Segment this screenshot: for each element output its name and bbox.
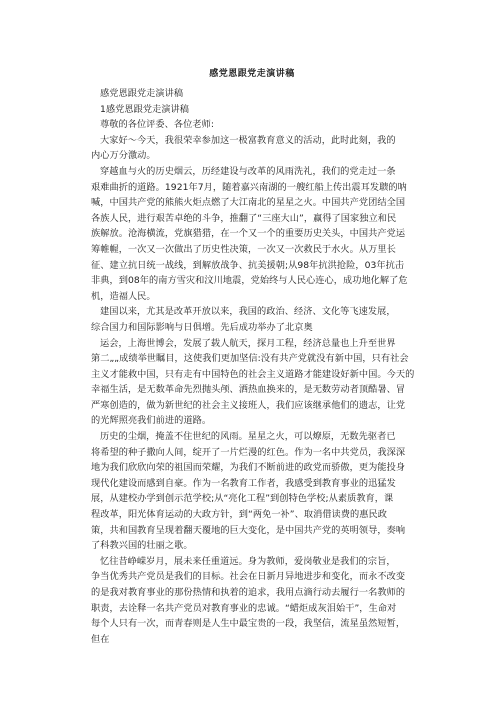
text-line: 感党恩跟党走演讲稿 xyxy=(100,88,184,99)
text-line: 筹帷幄，一次又一次做出了历史性决策，一次又一次救民于水火。从万里长 xyxy=(91,243,396,255)
text-line: 1感党恩跟党走演讲稿 xyxy=(100,103,190,115)
text-line: 尊敬的各位评委、各位老师: xyxy=(100,119,214,131)
text-line: 族解放。沧海横流，党旗猎猎，在一个又一个的重要历史关头，中国共产党运 xyxy=(91,228,406,240)
text-line: 但在 xyxy=(91,633,110,645)
text-line: 争当优秀共产党员是我们的目标。社会在日新月异地进步和变化，而永不改变 xyxy=(91,571,406,583)
text-line: 程改革，阳光体育运动的大政方针，到“两免一补”、取消借读费的惠民政 xyxy=(91,509,387,521)
text-line: 喊，中国共产党的熊熊火炬点燃了大江南北的星星之火。中国共产党团结全国 xyxy=(91,197,406,209)
text-line: 综合国力和国际影响与日俱增。先后成功举办了北京奥 xyxy=(91,321,313,333)
text-line: 第二„„成绩举世瞩目，这使我们更加坚信:没有共产党就没有新中国，只有社会 xyxy=(91,353,409,365)
document-title: 感党恩跟党走演讲稿 xyxy=(209,69,295,79)
text-line: 幸福生活，是无数革命先烈抛头颅、洒热血换来的，是无数劳动者顶酷暑、冒 xyxy=(91,384,406,396)
text-line: 非典，到08年的南方雪灾和汶川地震，党始终与人民心连心，成功地化解了危 xyxy=(91,275,408,287)
text-line: 艰难曲折的道路。1921年7月，随着嘉兴南湖的一艘红船上传出震耳发聩的呐 xyxy=(91,181,407,193)
text-line: 大家好～今天，我很荣幸参加这一极富教育意义的活动，此时此刻，我的 xyxy=(100,134,396,146)
text-line: 了科教兴国的壮丽之歌。 xyxy=(91,540,193,552)
text-line: 建国以来，尤其是改革开放以来，我国的政治、经济、文化等飞速发展， xyxy=(100,306,396,318)
text-line: 穿越血与火的历史烟云，历经建设与改革的风雨洗礼，我们的党走过一条 xyxy=(100,165,396,177)
text-line: 现代化建设而感到自豪。作为一名教育工作者，我感受到教育事业的迅猛发 xyxy=(91,477,396,489)
text-line: 严寒创造的，做为新世纪的社会主义接班人，我们应该继承他们的遗志，让党 xyxy=(91,399,406,411)
text-line: 征、建立抗日统一战线，到解放战争、抗美援朝;从98年抗洪抢险，03年抗击 xyxy=(91,259,405,271)
text-line: 内心万分激动。 xyxy=(91,150,156,162)
text-line: 运会，上海世博会，发展了载人航天，探月工程，经济总量也上升至世界 xyxy=(100,337,396,349)
text-line: 各族人民，进行艰苦卓绝的斗争，推翻了“三座大山”，赢得了国家独立和民 xyxy=(91,212,397,224)
text-line: 的是我对教育事业的那份热情和执着的追求，我用点滴行动去履行一名教师的 xyxy=(91,587,406,598)
text-line: 职责，去诠释一名共产党员对教育事业的忠诚。“蜡炬成灰泪始干”，生命对 xyxy=(91,602,397,614)
text-line: 机，造福人民。 xyxy=(91,290,156,302)
text-line: 将希望的种子撒向人间，绽开了一片烂漫的红色。作为一名中共党员，我深深 xyxy=(91,446,406,458)
text-line: 的光辉照亮我们前进的道路。 xyxy=(91,415,212,427)
text-line: 每个人只有一次，而青春则是人生中最宝贵的一段，我坚信，流星虽然短暂， xyxy=(91,618,406,630)
text-line: 忆往昔峥嵘岁月，展未来任重道远。身为教师，爱岗敬业是我们的宗旨， xyxy=(100,555,396,567)
text-line: 策，共和国教育呈现着翻天覆地的巨大变化，是中国共产党的英明领导，奏响 xyxy=(91,524,406,536)
document-body xyxy=(91,86,416,647)
text-line: 主义才能救中国，只有走有中国特色的社会主义道路才能建设好新中国。今天的 xyxy=(91,368,415,380)
text-line: 历史的尘烟，掩盖不住世纪的风雨。星星之火，可以燎原，无数先驱者已 xyxy=(100,431,396,443)
text-line: 地为我们欣欣向荣的祖国而荣耀，为我们不断前进的政党而骄傲，更为能投身 xyxy=(91,462,406,474)
text-line: 展，从建校办学到创示范学校;从“亮化工程”到创特色学校;从素质教育，课 xyxy=(91,493,394,505)
